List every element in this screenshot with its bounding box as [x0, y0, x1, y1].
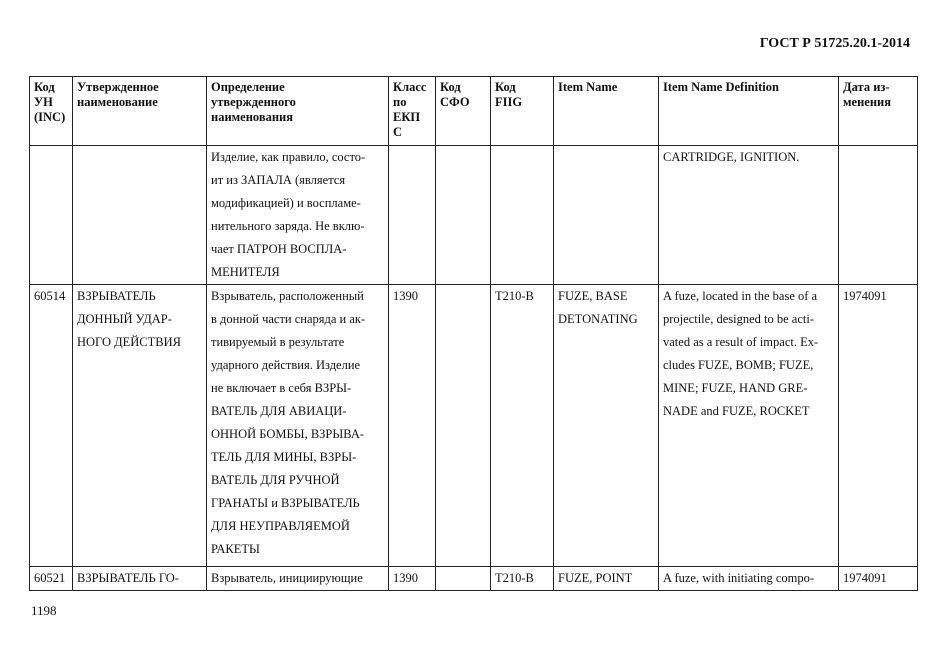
cell-name: ВЗРЫВАТЕЛЬ ДОННЫЙ УДАР- НОГО ДЕЙСТВИЯ	[73, 285, 207, 567]
cell-name	[73, 146, 207, 285]
cell-sfo	[436, 567, 491, 591]
table-row	[30, 146, 918, 285]
cell-class: 1390	[389, 285, 436, 567]
cell-class	[389, 146, 436, 285]
cell-inc: 60521	[30, 567, 73, 591]
cell-item-name: FUZE, POINT	[554, 567, 659, 591]
table-row	[30, 285, 918, 567]
cell-date	[839, 146, 918, 285]
cell-item-def: CARTRIDGE, IGNITION.	[659, 146, 839, 285]
cell-definition: Взрыватель, расположенный в донной части снаряда и ак- тивируемый в результате ударного действия. Изделие не включает в себя ВЗРЫ- ВАТЕЛЬ ДЛЯ АВИАЦИ- ОННОЙ БОМБЫ, ВЗРЫВА- ТЕЛЬ ДЛЯ МИНЫ, ВЗРЫ- ВАТЕЛЬ ДЛЯ РУЧНОЙ ГРАНАТЫ и ВЗРЫВАТЕЛЬ ДЛЯ НЕУПРАВЛЯЕМОЙ РАКЕТЫ	[207, 285, 389, 567]
cell-fiig: T210-B	[491, 285, 554, 567]
header-col-fiig: Код FIIG	[491, 77, 554, 146]
cell-sfo	[436, 285, 491, 567]
cell-class: 1390	[389, 567, 436, 591]
cell-definition: Взрыватель, инициирующие	[207, 567, 389, 591]
cell-fiig	[491, 146, 554, 285]
cell-date: 1974091	[839, 567, 918, 591]
header-col-item-def: Item Name Definition	[659, 77, 839, 146]
header-col-sfo: Код СФО	[436, 77, 491, 146]
cell-item-def: A fuze, located in the base of a projectile, designed to be acti- vated as a result of impact. Ex- cludes FUZE, BOMB; FUZE, MINE; FUZE, HAND GRE- NADE and FUZE, ROCKET	[659, 285, 839, 567]
cell-item-name: FUZE, BASE DETONATING	[554, 285, 659, 567]
cell-fiig: T210-B	[491, 567, 554, 591]
header-col-inc: Код УН (INC)	[30, 77, 73, 146]
cell-inc	[30, 146, 73, 285]
table-body	[30, 146, 918, 591]
header-col-definition: Определение утвержденного наименования	[207, 77, 389, 146]
cell-definition: Изделие, как правило, состо- ит из ЗАПАЛА (является модификацией) и воспламе- нительного заряда. Не вклю- чает ПАТРОН ВОСПЛА- МЕНИТЕЛЯ	[207, 146, 389, 285]
cell-inc: 60514	[30, 285, 73, 567]
table-header-row	[30, 77, 918, 146]
table-row	[30, 567, 918, 591]
header-col-date: Дата из- менения	[839, 77, 918, 146]
cell-sfo	[436, 146, 491, 285]
cell-item-def: A fuze, with initiating compo-	[659, 567, 839, 591]
data-table	[29, 76, 918, 591]
cell-name: ВЗРЫВАТЕЛЬ ГО-	[73, 567, 207, 591]
page-number: 1198	[31, 603, 57, 618]
header-col-class: Класс по ЕКП С	[389, 77, 436, 146]
cell-date: 1974091	[839, 285, 918, 567]
document-id: ГОСТ Р 51725.20.1-2014	[759, 36, 910, 51]
cell-item-name	[554, 146, 659, 285]
header-col-name: Утвержденное наименование	[73, 77, 207, 146]
header-col-item-name: Item Name	[554, 77, 659, 146]
